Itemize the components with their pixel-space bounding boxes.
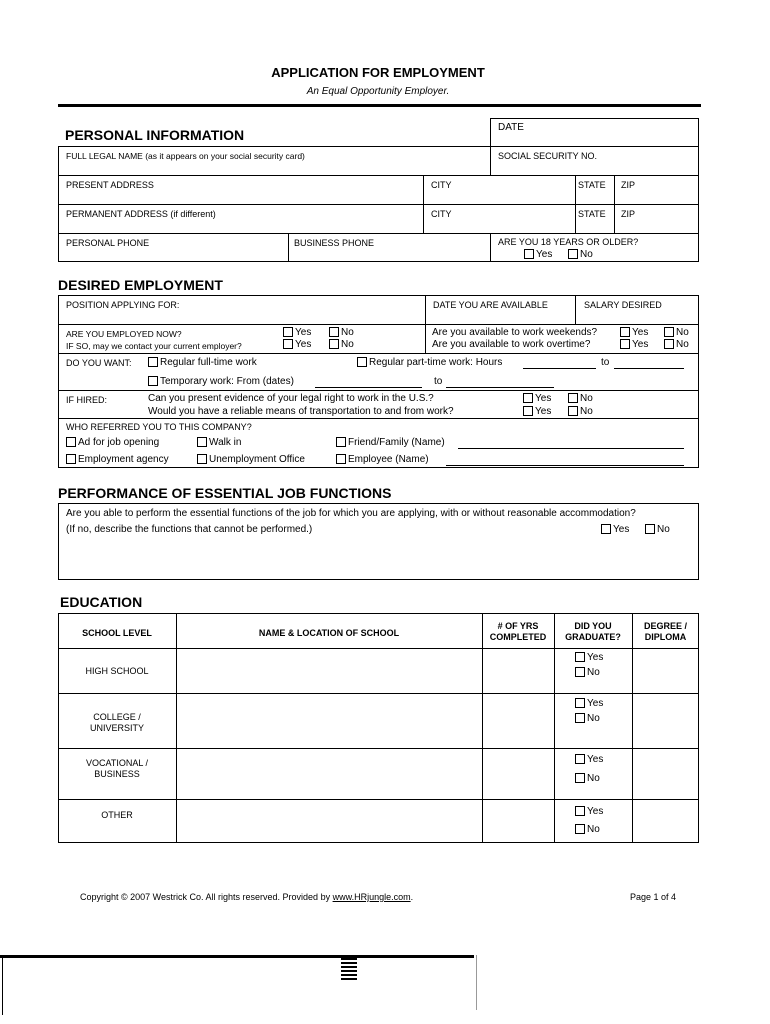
header-rule bbox=[58, 104, 701, 107]
legal-yes-checkbox[interactable]: Yes bbox=[523, 393, 551, 405]
friend-checkbox[interactable]: Friend/Family (Name) bbox=[336, 437, 445, 449]
performance-note: (If no, describe the functions that cannot be performed.) bbox=[66, 524, 313, 535]
present-city-label[interactable]: CITY bbox=[431, 180, 452, 190]
scan-edge-line bbox=[0, 955, 474, 958]
full-name-label[interactable]: FULL LEGAL NAME (as it appears on your social security card) bbox=[66, 151, 305, 161]
employee-checkbox[interactable]: Employee (Name) bbox=[336, 454, 429, 466]
row-college-1: COLLEGE / bbox=[93, 712, 141, 722]
contact-employer-label: IF SO, may we contact your current employer? bbox=[66, 341, 242, 351]
weekends-no-checkbox[interactable]: No bbox=[664, 327, 689, 339]
unemployment-checkbox[interactable]: Unemployment Office bbox=[197, 454, 305, 466]
col-years-2: COMPLETED bbox=[489, 632, 547, 642]
transport-no-checkbox[interactable]: No bbox=[568, 406, 593, 418]
temp-to-label: to bbox=[434, 376, 443, 387]
performance-no-checkbox[interactable]: No bbox=[645, 524, 670, 536]
college-yes-checkbox[interactable]: Yes bbox=[575, 698, 603, 710]
friend-name-line[interactable] bbox=[458, 448, 684, 449]
legal-right-label: Can you present evidence of your legal right to work in the U.S.? bbox=[148, 393, 434, 404]
weekends-yes-checkbox[interactable]: Yes bbox=[620, 327, 648, 339]
contact-yes-checkbox[interactable]: Yes bbox=[283, 339, 311, 351]
row-high-school: HIGH SCHOOL bbox=[85, 666, 149, 676]
hours-to-label: to bbox=[601, 357, 610, 368]
if-hired-label: IF HIRED: bbox=[66, 395, 108, 405]
col-school-level: SCHOOL LEVEL bbox=[82, 628, 152, 638]
col-graduate-1: DID YOU bbox=[574, 621, 612, 631]
desired-heading: DESIRED EMPLOYMENT bbox=[58, 277, 223, 293]
vocational-no-checkbox[interactable]: No bbox=[575, 773, 600, 785]
other-yes-checkbox[interactable]: Yes bbox=[575, 806, 603, 818]
form-subtitle: An Equal Opportunity Employer. bbox=[306, 86, 450, 97]
page-number: Page 1 of 4 bbox=[630, 892, 677, 902]
hs-yes-checkbox[interactable]: Yes bbox=[575, 652, 603, 664]
row-vocational-2: BUSINESS bbox=[94, 769, 140, 779]
employee-name-line[interactable] bbox=[446, 465, 684, 466]
employed-no-checkbox[interactable]: No bbox=[329, 327, 354, 339]
overtime-label: Are you available to work overtime? bbox=[432, 339, 591, 350]
scan-edge-left bbox=[2, 955, 3, 1015]
ad-checkbox[interactable]: Ad for job opening bbox=[66, 437, 159, 449]
transport-label: Would you have a reliable means of transportation to and from work? bbox=[148, 406, 454, 417]
present-address-label[interactable]: PRESENT ADDRESS bbox=[66, 180, 154, 190]
col-school-name: NAME & LOCATION OF SCHOOL bbox=[258, 628, 400, 638]
col-degree-1: DEGREE / bbox=[643, 621, 687, 631]
legal-no-checkbox[interactable]: No bbox=[568, 393, 593, 405]
permanent-city-label[interactable]: CITY bbox=[431, 209, 452, 219]
present-state-label[interactable]: STATE bbox=[578, 180, 606, 190]
employed-now-label: ARE YOU EMPLOYED NOW? bbox=[66, 329, 182, 339]
contact-no-checkbox[interactable]: No bbox=[329, 339, 354, 351]
temp-to-line[interactable] bbox=[446, 387, 554, 388]
agency-checkbox[interactable]: Employment agency bbox=[66, 454, 169, 466]
college-no-checkbox[interactable]: No bbox=[575, 713, 600, 725]
performance-yes-checkbox[interactable]: Yes bbox=[601, 524, 629, 536]
overtime-yes-checkbox[interactable]: Yes bbox=[620, 339, 648, 351]
regular-part-checkbox[interactable]: Regular part-time work: Hours bbox=[357, 357, 502, 369]
row-college-2: UNIVERSITY bbox=[89, 723, 144, 733]
row-vocational-1: VOCATIONAL / bbox=[85, 758, 148, 768]
hours-to-line[interactable] bbox=[614, 368, 684, 369]
temporary-checkbox[interactable]: Temporary work: From (dates) bbox=[148, 376, 294, 388]
age-yes-checkbox[interactable]: Yes bbox=[524, 249, 552, 261]
permanent-zip-label[interactable]: ZIP bbox=[621, 209, 636, 219]
age-question: ARE YOU 18 YEARS OR OLDER? bbox=[498, 237, 639, 247]
col-graduate-2: GRADUATE? bbox=[565, 632, 621, 642]
vocational-yes-checkbox[interactable]: Yes bbox=[575, 754, 603, 766]
col-years-1: # OF YRS bbox=[497, 621, 539, 631]
ssn-label[interactable]: SOCIAL SECURITY NO. bbox=[498, 151, 598, 161]
walk-in-checkbox[interactable]: Walk in bbox=[197, 437, 241, 449]
business-phone-label[interactable]: BUSINESS PHONE bbox=[294, 238, 375, 248]
hrjungle-link[interactable]: www.HRjungle.com bbox=[332, 892, 411, 902]
position-label[interactable]: POSITION APPLYING FOR: bbox=[66, 300, 180, 310]
col-degree-2: DIPLOMA bbox=[644, 632, 687, 642]
referred-label: WHO REFERRED YOU TO THIS COMPANY? bbox=[66, 422, 252, 432]
age-no-checkbox[interactable]: No bbox=[568, 249, 593, 261]
overtime-no-checkbox[interactable]: No bbox=[664, 339, 689, 351]
transport-yes-checkbox[interactable]: Yes bbox=[523, 406, 551, 418]
row-other: OTHER bbox=[101, 810, 133, 820]
other-no-checkbox[interactable]: No bbox=[575, 824, 600, 836]
scan-mark bbox=[341, 958, 357, 980]
hs-no-checkbox[interactable]: No bbox=[575, 667, 600, 679]
date-available-label[interactable]: DATE YOU ARE AVAILABLE bbox=[433, 300, 548, 310]
personal-heading: PERSONAL INFORMATION bbox=[65, 127, 245, 143]
copyright-text: Copyright © 2007 Westrick Co. All rights reserved. Provided by www.HRjungle.com. bbox=[80, 892, 414, 902]
employed-yes-checkbox[interactable]: Yes bbox=[283, 327, 311, 339]
do-you-want-label: DO YOU WANT: bbox=[66, 358, 132, 368]
temp-from-line[interactable] bbox=[315, 387, 422, 388]
form-title: APPLICATION FOR EMPLOYMENT bbox=[271, 65, 485, 80]
permanent-state-label[interactable]: STATE bbox=[578, 209, 606, 219]
performance-question: Are you able to perform the essential functions of the job for which you are applying, with or without reasonable accommodation? bbox=[66, 508, 636, 519]
personal-phone-label[interactable]: PERSONAL PHONE bbox=[66, 238, 150, 248]
salary-label[interactable]: SALARY DESIRED bbox=[584, 300, 662, 310]
education-heading: EDUCATION bbox=[60, 594, 143, 610]
performance-heading: PERFORMANCE OF ESSENTIAL JOB FUNCTIONS bbox=[58, 485, 392, 501]
regular-full-checkbox[interactable]: Regular full-time work bbox=[148, 357, 257, 369]
weekends-label: Are you available to work weekends? bbox=[432, 327, 598, 338]
hours-from-line[interactable] bbox=[523, 368, 596, 369]
scan-edge-right bbox=[476, 955, 477, 1010]
date-label: DATE bbox=[498, 122, 524, 133]
permanent-address-label[interactable]: PERMANENT ADDRESS (if different) bbox=[66, 209, 216, 219]
present-zip-label[interactable]: ZIP bbox=[621, 180, 636, 190]
